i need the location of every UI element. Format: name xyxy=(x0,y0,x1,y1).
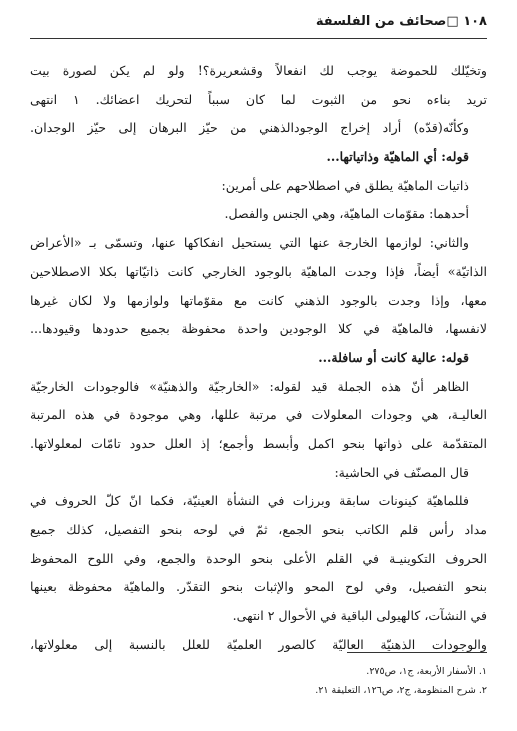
quote-heading: قوله: أي الماهيّة وذاتياتها... xyxy=(326,149,469,165)
quoted-text-line: في النشآت، كالهيولى الباقية في الأحوال ٢ انتهى. xyxy=(232,608,487,624)
text-line: وتخيّلك للحموضة يوجب لك انفعالاً وقشعريرة؟! ولو لم يكن لصورة بيت xyxy=(30,63,487,78)
footnotes xyxy=(30,662,487,700)
quoted-text-line: بنحو التفصيل، وفي لوح المحو والإثبات بنحو التقدّر. والماهيّة محفوظة بعينها xyxy=(30,579,487,595)
text-line: معها، وإذا وجدت بالوجود الذهني كانت مع مقوّماتها ولوازمها ولا لكان غيرها xyxy=(30,292,487,308)
quoted-text-line: الحروف التكوينيـة في القلم الأعلى بنحو الوحدة والجمع، وفي اللوح المحفوظ xyxy=(30,550,487,566)
text-line: أحدهما: مقوّمات الماهيّة، وهي الجنس والفصل. xyxy=(224,206,469,222)
text-line: تريد بناءه نحو من الثبوت لما كان سبباً لتحريك اعضائك. ١ انتهى xyxy=(30,91,487,107)
quoted-text-line: مداد رأس قلم الكاتب بنحو الجمع، ثمّ في لوحه بنحو التفصيل، كذلك جميع xyxy=(30,522,487,537)
page-header: ١٠٨ □صحائف من الفلسفة xyxy=(315,14,487,29)
text-line: المتقدّمة على ذواتها بنحو اكمل وأبسط وأجمع؛ إذ العلل حدود تامّات لمعلولاتها. xyxy=(30,435,487,451)
text-line: والثاني: لوازمها الخارجة عنها التي يستحيل انفكاكها عنها، وتسمّى بـ «الأعراض xyxy=(30,235,469,251)
text-line: والوجودات الذهنيّة العاليّة كالصور العلميّة للعلل بالنسبة إلى معلولاتها، xyxy=(30,636,487,652)
text-line: ذاتيات الماهيّة يطلق في اصطلاحهم على أمرين: xyxy=(221,177,469,193)
text-line: وكأنّه(قدّه) أراد إخراج الوجودالذهني من حيّز البرهان إلى حيّز الوجدان. xyxy=(30,120,469,136)
body-text xyxy=(30,57,487,659)
text-line: لانفسها، فالماهيّة في كلا الوجودين واحدة محفوظة بجميع حدودها وقيودها... xyxy=(30,321,487,337)
footnote: ١. الأسفار الأربعة، ج١، ص٢٧٥. xyxy=(366,666,487,677)
header-divider xyxy=(30,38,487,39)
quote-heading: قوله: عالية كانت أو سافلة... xyxy=(318,349,469,365)
text-line: الظاهر أنّ هذه الجملة قيد لقوله: «الخارجيّة والذهنيّة» فالوجودات الخارجيّة xyxy=(30,378,469,394)
text-line: الذاتيّة» أيضاً، فإذا وجدت الماهيّة بالوجود الخارجي كانت ذاتيّاتها بكلا الاصطلاحين xyxy=(30,263,487,279)
quoted-text-line: فللماهيّة كينونات سابقة وبرزات في النشأة العينيّة، فكما انّ كلّ الحروف في xyxy=(30,493,469,509)
footnote: ٢. شرح المنظومة، ج٢، ص١٢٦، التعليقة ٢١. xyxy=(315,685,487,696)
text-line: العاليـة، هي وجودات المعلولات في مرتبة عللها، وهي موجودة في هذه المرتبة xyxy=(30,407,487,423)
text-line: قال المصنّف في الحاشية: xyxy=(334,464,469,480)
footnote-divider xyxy=(347,652,487,653)
